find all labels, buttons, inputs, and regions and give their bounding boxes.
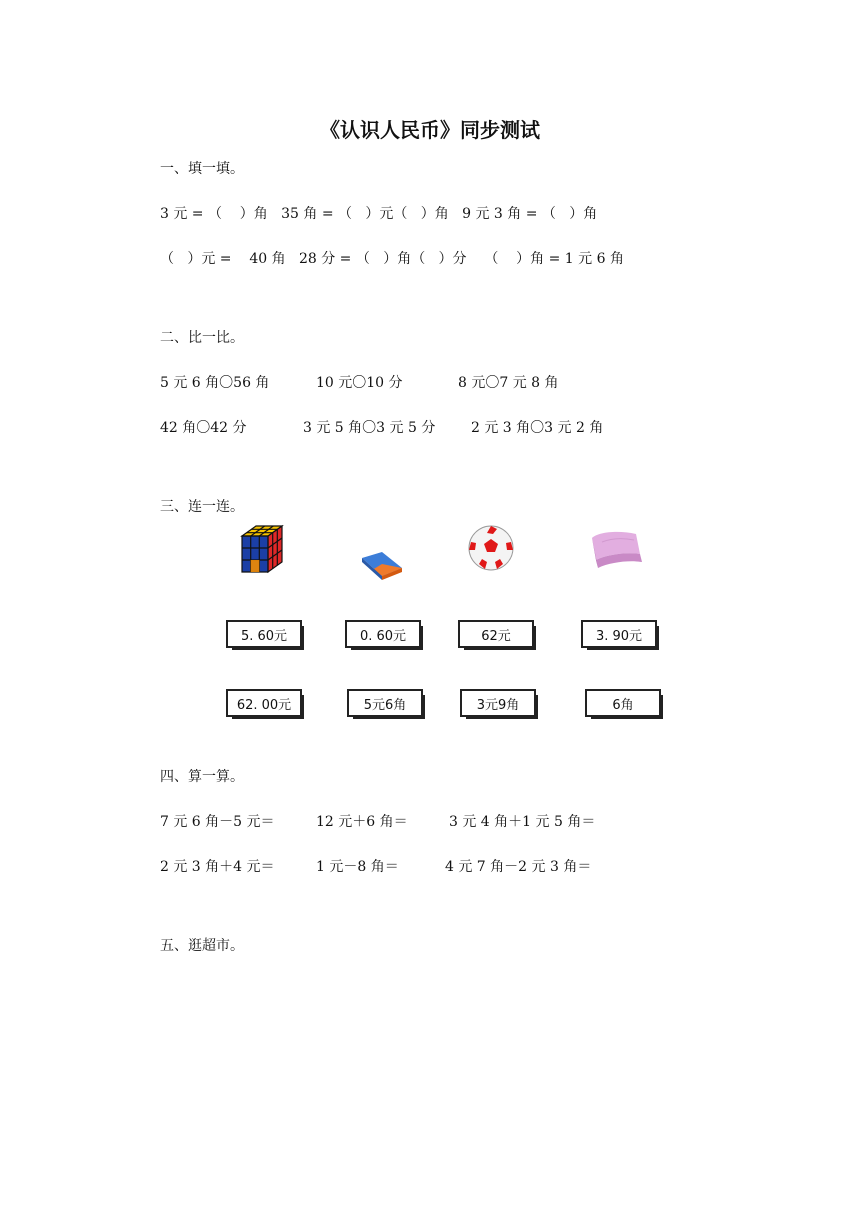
price-box: 3. 90元 [581,620,657,648]
calc-item: 1 元－8 角＝ [316,859,399,875]
soccer-ball-icon [467,524,515,572]
price-box: 3元9角 [460,689,536,717]
price-box: 62元 [458,620,534,648]
section-heading-fill: 一、填一填。 [160,161,244,177]
calc-item: 2 元 3 角＋4 元＝ [160,859,275,875]
price-box: 5. 60元 [226,620,302,648]
section-heading-shop: 五、逛超市。 [160,938,244,954]
towel-icon [588,528,644,572]
price-box: 5元6角 [347,689,423,717]
price-box: 0. 60元 [345,620,421,648]
compare-item: 8 元〇7 元 8 角 [458,375,559,391]
fill-line-2: （ ）元 = 40 角 28 分 = （ ）角（ ）分 （ ）角 = 1 元 6 角 [160,251,624,267]
section-heading-match: 三、连一连。 [160,499,244,515]
price-box: 6角 [585,689,661,717]
calc-item: 3 元 4 角＋1 元 5 角＝ [449,814,596,830]
price-box: 62. 00元 [226,689,302,717]
compare-item: 3 元 5 角〇3 元 5 分 [303,420,436,436]
calc-item: 7 元 6 角－5 元＝ [160,814,275,830]
section-heading-calc: 四、算一算。 [160,769,244,785]
rubiks-cube-icon [238,524,290,576]
fill-line-1: 3 元 = （ ）角 35 角 = （ ）元（ ）角 9 元 3 角 = （ ）角 [160,206,598,222]
compare-item: 2 元 3 角〇3 元 2 角 [471,420,604,436]
compare-item: 42 角〇42 分 [160,420,247,436]
page-title: 《认识人民币》同步测试 [320,118,540,142]
calc-item: 4 元 7 角－2 元 3 角＝ [445,859,592,875]
compare-item: 10 元〇10 分 [316,375,403,391]
calc-item: 12 元＋6 角＝ [316,814,408,830]
eraser-icon [360,550,404,582]
section-heading-compare: 二、比一比。 [160,330,244,346]
compare-item: 5 元 6 角〇56 角 [160,375,270,391]
